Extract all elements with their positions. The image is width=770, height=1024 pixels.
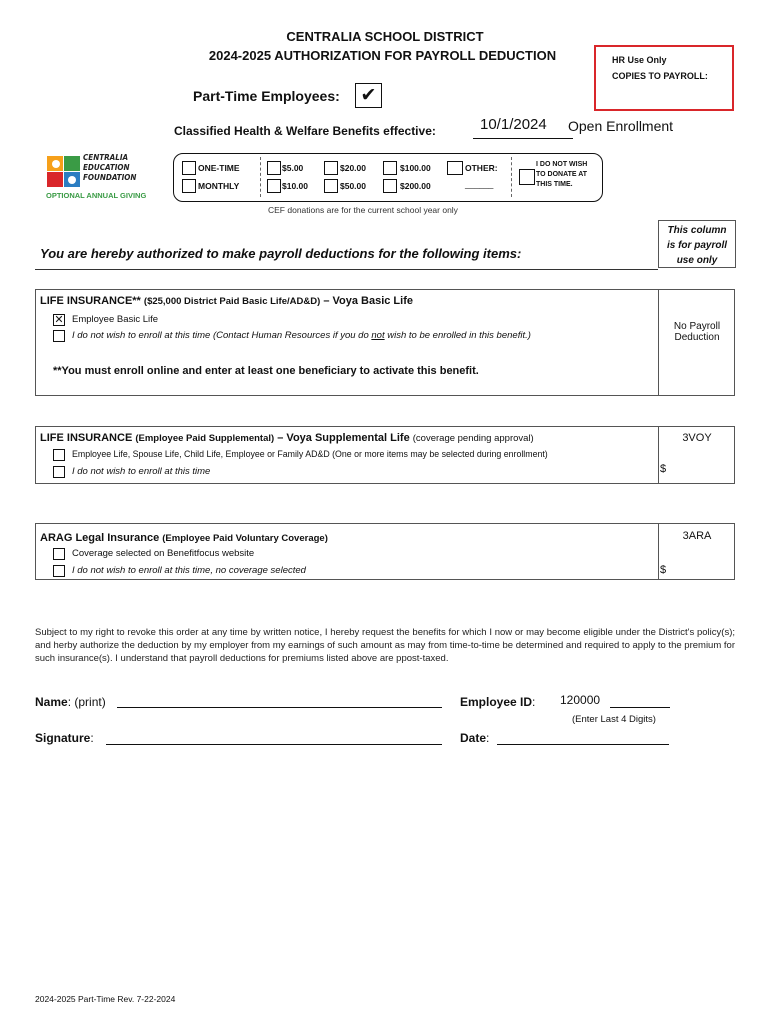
employee-id-label: Employee ID: xyxy=(460,695,536,709)
no-payroll-line: No Payroll xyxy=(673,321,721,332)
cef-logo-line: FOUNDATION xyxy=(83,173,137,182)
effective-date-line xyxy=(473,138,573,139)
amount-10-checkbox[interactable] xyxy=(267,179,281,193)
life-basic-heading xyxy=(40,295,413,307)
supp-life-label: Employee Life, Spouse Life, Child Life, Employee or Family AD&D (One or more items may be selected during enrollment) xyxy=(72,449,548,459)
name-label-text: Name xyxy=(35,695,68,709)
life-supp-heading xyxy=(40,432,534,444)
signature-input[interactable] xyxy=(106,744,442,745)
basic-life-decline-checkbox[interactable] xyxy=(53,330,65,342)
signature-label-text: Signature xyxy=(35,731,91,745)
legal-title: ARAG Legal Insurance xyxy=(40,532,160,544)
open-enrollment-text: Open Enrollment xyxy=(568,118,674,134)
life-supp-subtitle: (Employee Paid Supplemental) xyxy=(135,433,275,444)
decline-text-part: wish to be enrolled in this benefit.) xyxy=(384,330,531,341)
life-basic-provider: – Voya Basic Life xyxy=(323,295,413,307)
amount-100-label: $100.00 xyxy=(400,163,431,173)
name-input[interactable] xyxy=(117,707,442,708)
date-label: Date: xyxy=(460,731,490,745)
amount-20-label: $20.00 xyxy=(340,163,366,173)
no-donate-line: TO DONATE AT xyxy=(536,171,588,178)
amount-200-checkbox[interactable] xyxy=(383,179,397,193)
life-basic-title: LIFE INSURANCE** xyxy=(40,295,141,307)
hr-use-only-label: HR Use Only xyxy=(612,55,667,65)
district-title: CENTRALIA SCHOOL DISTRICT xyxy=(286,29,484,44)
hr-use-box xyxy=(594,45,734,111)
one-time-checkbox[interactable] xyxy=(182,161,196,175)
part-time-label: Part-Time Employees: xyxy=(193,88,340,104)
other-label: OTHER: xyxy=(465,163,498,173)
amount-100-checkbox[interactable] xyxy=(383,161,397,175)
amount-20-checkbox[interactable] xyxy=(324,161,338,175)
cef-note: CEF donations are for the current school year only xyxy=(268,205,458,215)
name-label xyxy=(35,695,106,709)
legal-subtitle: (Employee Paid Voluntary Coverage) xyxy=(162,533,328,544)
form-footer: 2024-2025 Part-Time Rev. 7-22-2024 xyxy=(35,994,176,1004)
no-donate-line: I DO NOT WISH xyxy=(536,161,588,168)
legal-dollar-field[interactable]: $ xyxy=(660,564,667,576)
amount-200-label: $200.00 xyxy=(400,181,431,191)
form-title: 2024-2025 AUTHORIZATION FOR PAYROLL DEDUCTION xyxy=(208,48,557,63)
amount-50-label: $50.00 xyxy=(340,181,366,191)
life-supp-provider: – Voya Supplemental Life xyxy=(277,432,410,444)
heading-rule xyxy=(35,269,658,270)
employee-basic-life-label: Employee Basic Life xyxy=(72,314,159,325)
cef-logo-text xyxy=(83,153,136,183)
amount-50-checkbox[interactable] xyxy=(324,179,338,193)
legal-coverage-label: Coverage selected on Benefitfocus website xyxy=(72,548,255,559)
copies-to-payroll-label: COPIES TO PAYROLL: xyxy=(612,71,708,81)
supp-dollar-field[interactable]: $ xyxy=(660,463,667,475)
legal-section xyxy=(35,523,735,580)
authorization-paragraph: Subject to my right to revoke this order at any time by written notice, I hereby request the benefits for which I now or may become eligible under the District's policy(s); and herby authorize the deduction by my employer from my earnings of such amount as may from time-to-time be determined and required to apply to the premium for such insurance(s). I understand that payroll deductions for premiums listed above are ppost-taxed. xyxy=(35,627,735,664)
health-welfare-label: Classified Health & Welfare Benefits effective: xyxy=(174,124,436,138)
employee-id-line xyxy=(610,707,670,708)
no-payroll-line: Deduction xyxy=(674,332,720,343)
life-supp-note: (coverage pending approval) xyxy=(412,433,534,444)
date-input[interactable] xyxy=(497,744,669,745)
no-donate-label xyxy=(536,160,587,190)
supp-life-checkbox[interactable] xyxy=(53,449,65,461)
amount-5-label: $5.00 xyxy=(282,163,304,173)
employee-basic-life-checkbox[interactable]: ✕ xyxy=(54,314,64,326)
employee-id-hint: (Enter Last 4 Digits) xyxy=(572,714,656,725)
cef-divider xyxy=(511,157,512,197)
cef-logo-line: CENTRALIA xyxy=(83,153,129,162)
amount-5-checkbox[interactable] xyxy=(267,161,281,175)
cef-logo-line: EDUCATION xyxy=(83,163,130,172)
name-hint: : (print) xyxy=(67,695,106,709)
no-payroll-deduction xyxy=(658,321,736,343)
supp-life-decline-label: I do not wish to enroll at this time xyxy=(72,466,211,477)
legal-decline-checkbox[interactable] xyxy=(53,565,65,577)
effective-date-field[interactable]: 10/1/2024 xyxy=(480,116,547,133)
beneficiary-note: **You must enroll online and enter at least one beneficiary to activate this benefit. xyxy=(53,365,479,377)
payroll-column-note-line: use only xyxy=(676,255,718,266)
legal-coverage-checkbox[interactable] xyxy=(53,548,65,560)
employee-id-label-text: Employee ID xyxy=(460,695,533,709)
life-basic-subtitle: ($25,000 District Paid Basic Life/AD&D) xyxy=(143,296,321,307)
supp-life-decline-checkbox[interactable] xyxy=(53,466,65,478)
cef-donation-box xyxy=(173,153,603,202)
legal-deduction-code: 3ARA xyxy=(682,530,712,542)
monthly-label: MONTHLY xyxy=(198,181,240,191)
other-checkbox[interactable] xyxy=(447,161,463,175)
payroll-column-note-line: is for payroll xyxy=(666,240,727,251)
payroll-column-note-line: This column xyxy=(667,225,727,236)
employee-id-field[interactable]: 120000 xyxy=(560,693,601,707)
legal-heading xyxy=(40,532,328,544)
basic-life-decline-label xyxy=(72,330,531,341)
payroll-column-note xyxy=(658,220,736,268)
decline-text-part: I do not wish to enroll at this time (Contact Human Resources if you do xyxy=(72,330,372,341)
amount-10-label: $10.00 xyxy=(282,181,308,191)
no-donate-checkbox[interactable] xyxy=(519,169,535,185)
monthly-checkbox[interactable] xyxy=(182,179,196,193)
cef-logo-icon xyxy=(46,155,82,189)
part-time-checkbox[interactable]: ✔ xyxy=(355,83,382,108)
life-supp-title: LIFE INSURANCE xyxy=(40,432,133,444)
no-donate-line: THIS TIME. xyxy=(536,181,573,188)
authorization-heading: You are hereby authorized to make payroll deductions for the following items: xyxy=(40,246,522,261)
date-label-text: Date xyxy=(460,731,487,745)
other-amount-line[interactable]: ______ xyxy=(465,179,494,189)
legal-decline-label: I do not wish to enroll at this time, no coverage selected xyxy=(72,565,306,576)
supp-deduction-code: 3VOY xyxy=(682,432,712,444)
one-time-label: ONE-TIME xyxy=(198,163,240,173)
cef-divider xyxy=(260,157,261,197)
optional-annual-giving: OPTIONAL ANNUAL GIVING xyxy=(46,191,147,200)
life-basic-section xyxy=(35,289,735,396)
signature-label: Signature: xyxy=(35,731,94,745)
life-supp-section xyxy=(35,426,735,484)
decline-text-not: not xyxy=(371,330,385,341)
